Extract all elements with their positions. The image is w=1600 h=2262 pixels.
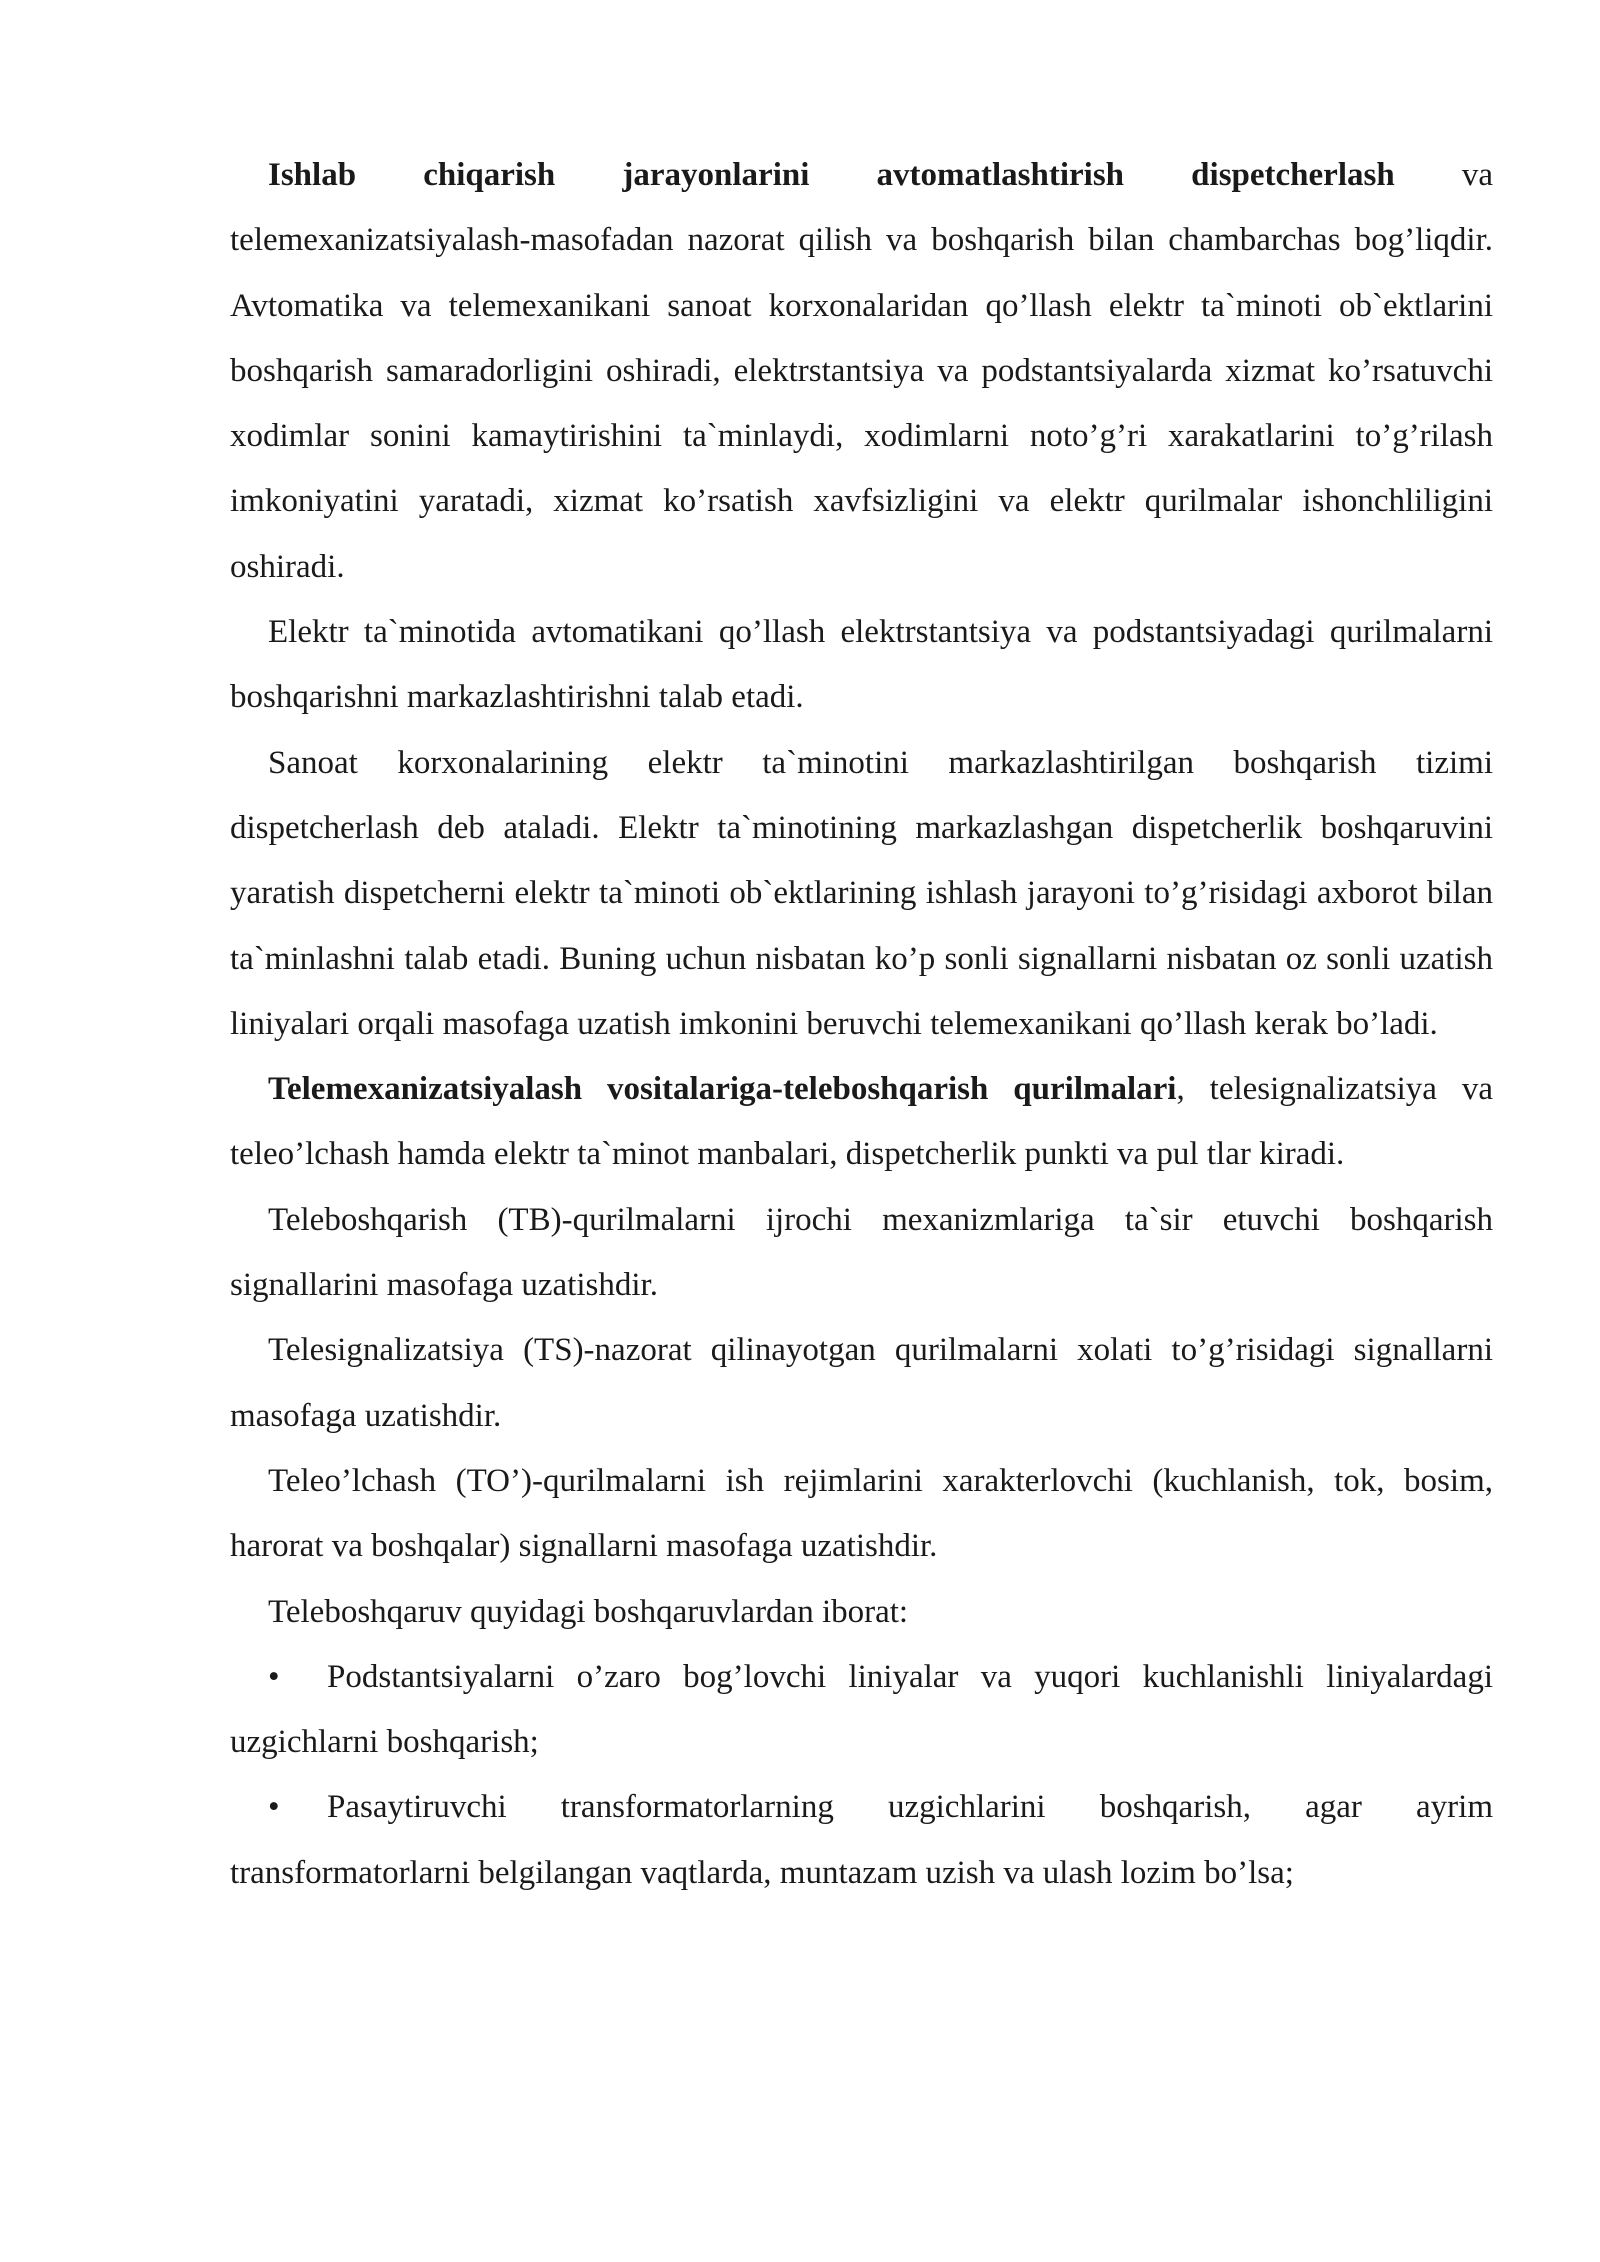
bullet-item-text: Podstantsiyalarni o’zaro bog’lovchi liniyalar va yuqori kuchlanishli liniyalardagi uzgichlarni boshqarish; bbox=[230, 1658, 1493, 1761]
paragraph-intro bbox=[230, 143, 1493, 600]
paragraph-intro-text: va telemexanizatsiyalash-masofadan nazorat qilish va boshqarish bilan chambarchas bog’liqdir. Avtomatika va telemexanikani sanoat korxonalaridan qo’llash elektr ta`minoti ob`ektlarini boshqarish samaradorligini oshiradi, elektrstantsiya va podstantsiyalarda xizmat ko’rsatuvchi xodimlar sonini kamaytirishini ta`minlaydi, xodimlarni noto’g’ri xarakatlarini to’g’rilash imkoniyatini yaratadi, xizmat ko’rsatish xavfsizligini va elektr qurilmalar ishonchliligini oshiradi. bbox=[230, 157, 1493, 585]
paragraph-telecontrol: Teleboshqarish (TB)-qurilmalarni ijrochi mexanizmlariga ta`sir etuvchi boshqarish signallarini masofaga uzatishdir. bbox=[230, 1201, 1493, 1304]
bullet-marker: • bbox=[268, 1658, 280, 1695]
paragraph-list-intro: Teleboshqaruv quyidagi boshqaruvlardan iborat: bbox=[268, 1593, 909, 1630]
bullet-item-text: Pasaytiruvchi transformatorlarning uzgichlarini boshqarish, agar ayrim transformatorlarni belgilangan vaqtlarda, muntazam uzish va ulash lozim bo’lsa; bbox=[230, 1789, 1493, 1891]
bullet-item bbox=[230, 1645, 1493, 1776]
paragraph-intro-bold: Ishlab chiqarish jarayonlarini avtomatlashtirish dispetcherlash bbox=[268, 157, 1395, 193]
paragraph-telemetry: Teleo’lchash (TO’)-qurilmalarni ish rejimlarini xarakterlovchi (kuchlanish, tok, bosim, harorat va boshqalar) signallarni masofaga uzatishdir. bbox=[230, 1462, 1493, 1565]
paragraph-telemechanization-bold: Telemexanizatsiyalash vositalariga-teleboshqarish qurilmalari bbox=[268, 1071, 1177, 1108]
paragraph-dispatching: Sanoat korxonalarining elektr ta`minotini markazlashtirilgan boshqarish tizimi dispetcherlash deb ataladi. Elektr ta`minotining markazlashgan dispetcherlik boshqaruvini yaratish dispetcherni elektr ta`minoti ob`ektlarining ishlash jarayoni to’g’risidagi axborot bilan ta`minlashni talab etadi. Buning uchun nisbatan ko’p sonli signallarni nisbatan oz sonli uzatish liniyalari orqali masofaga uzatish imkonini beruvchi telemexanikani qo’llash kerak bo’ladi. bbox=[230, 744, 1493, 1042]
document-page bbox=[230, 143, 1493, 1906]
paragraph-automation: Elektr ta`minotida avtomatikani qo’llash elektrstantsiya va podstantsiyadagi qurilmalarni boshqarishni markazlashtirishni talab etadi. bbox=[230, 614, 1493, 716]
paragraph-telesignaling: Telesignalizatsiya (TS)-nazorat qilinayotgan qurilmalarni xolati to’g’risidagi signallarni masofaga uzatishdir. bbox=[230, 1332, 1493, 1434]
bullet-item bbox=[230, 1775, 1493, 1906]
paragraph-telemechanization bbox=[230, 1057, 1493, 1188]
bullet-marker: • bbox=[268, 1789, 280, 1826]
paragraph-telemechanization-text: , telesignalizatsiya va teleo’lchash hamda elektr ta`minot manbalari, dispetcherlik punkti va pul tlar kiradi. bbox=[230, 1071, 1493, 1173]
